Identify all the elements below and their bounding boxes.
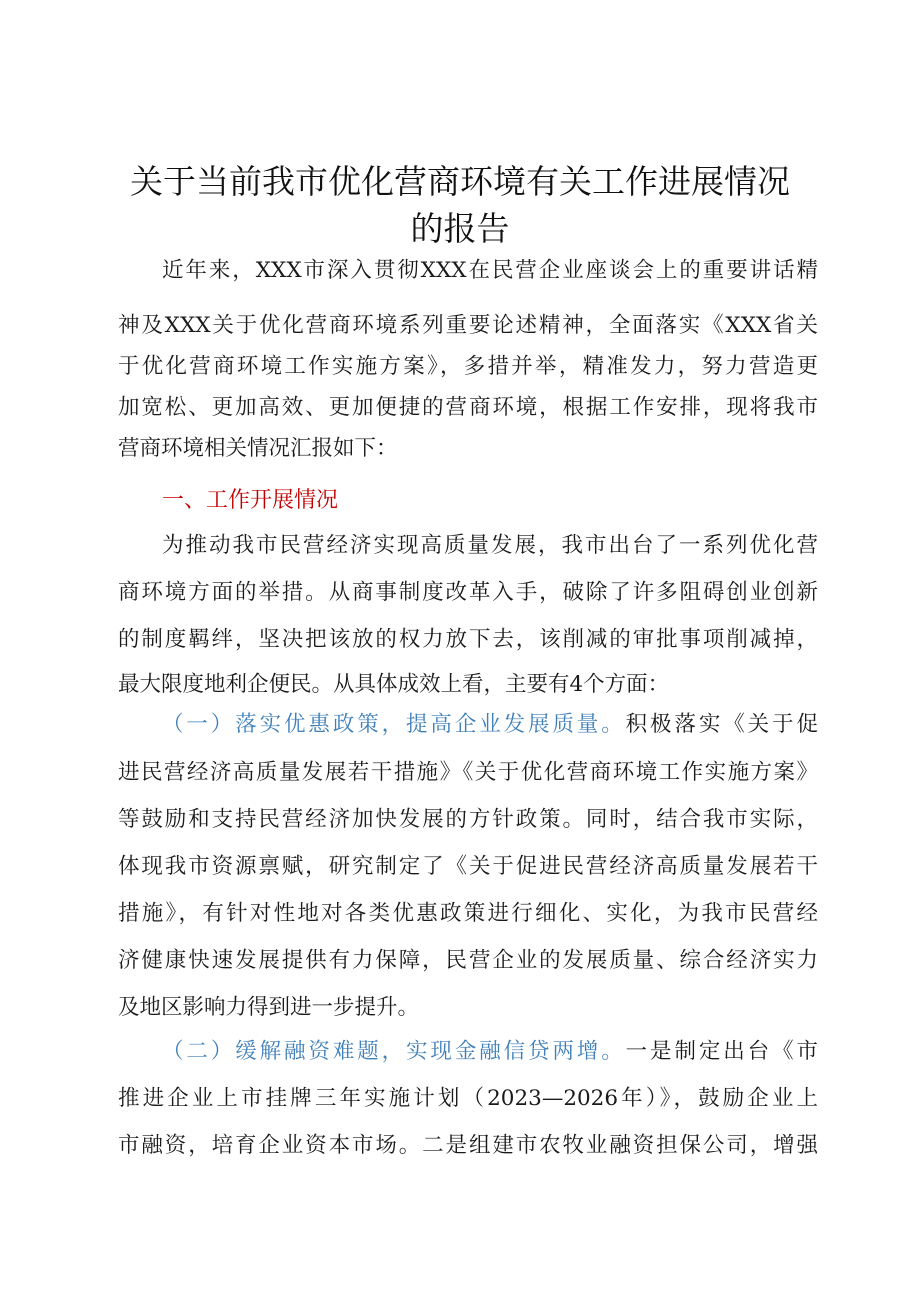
item2-first-line bbox=[162, 1041, 818, 1063]
section1-line-1: 为推动我市民营经济实现高质量发展，我市出台了一系列优化营 bbox=[162, 533, 818, 558]
item1-line-5: 措施》，有针对性地对各类优惠政策进行细化、实化，为我市民营经 bbox=[118, 901, 818, 926]
section-heading-work-progress: 一、工作开展情况 bbox=[162, 488, 339, 513]
document-title-line-2: 的报告 bbox=[410, 209, 510, 248]
item2-heading: （二）缓解融资难题，实现金融信贷两增。 bbox=[162, 1039, 626, 1064]
document-title-line-1: 关于当前我市优化营商环境有关工作进展情况 bbox=[130, 162, 790, 201]
intro-line-3: 于优化营商环境工作实施方案》，多措并举，精准发力，努力营造更 bbox=[118, 354, 818, 379]
item1-first-line bbox=[162, 714, 818, 736]
intro-line-4: 加宽松、更加高效、更加便捷的营商环境，根据工作安排，现将我市 bbox=[118, 395, 818, 420]
item1-line-6: 济健康快速发展提供有力保障，民营企业的发展质量、综合经济实力 bbox=[118, 948, 818, 973]
item1-line-7: 及地区影响力得到进一步提升。 bbox=[118, 995, 420, 1020]
item2-first-line-rest: 一是制定出台《市 bbox=[625, 1039, 818, 1064]
intro-line-1: 近年来，XXX市深入贯彻XXX在民营企业座谈会上的重要讲话精 bbox=[162, 258, 818, 283]
item1-line-4: 体现我市资源禀赋，研究制定了《关于促进民营经济高质量发展若干 bbox=[118, 854, 818, 879]
item1-first-line-rest: 积极落实《关于促 bbox=[625, 712, 818, 737]
intro-line-2: 神及XXX关于优化营商环境系列重要论述精神，全面落实《XXX省关 bbox=[118, 313, 818, 338]
section1-line-2: 商环境方面的举措。从商事制度改革入手，破除了许多阻碍创业创新 bbox=[118, 580, 818, 605]
item2-line-2: 推进企业上市挂牌三年实施计划（2023—2026年）》，鼓励企业上 bbox=[118, 1086, 818, 1111]
intro-line-5: 营商环境相关情况汇报如下： bbox=[118, 436, 398, 461]
item2-line-3: 市融资，培育企业资本市场。二是组建市农牧业融资担保公司，增强 bbox=[118, 1133, 818, 1158]
item1-line-3: 等鼓励和支持民营经济加快发展的方针政策。同时，结合我市实际， bbox=[118, 807, 818, 832]
section1-line-4: 最大限度地利企便民。从具体成效上看，主要有4个方面： bbox=[118, 672, 670, 697]
section1-line-3: 的制度羁绊，坚决把该放的权力放下去，该削减的审批事项削减掉， bbox=[118, 627, 818, 652]
item1-line-2: 进民营经济高质量发展若干措施》《关于优化营商环境工作实施方案》 bbox=[118, 760, 818, 785]
item1-heading: （一）落实优惠政策，提高企业发展质量。 bbox=[162, 712, 626, 737]
